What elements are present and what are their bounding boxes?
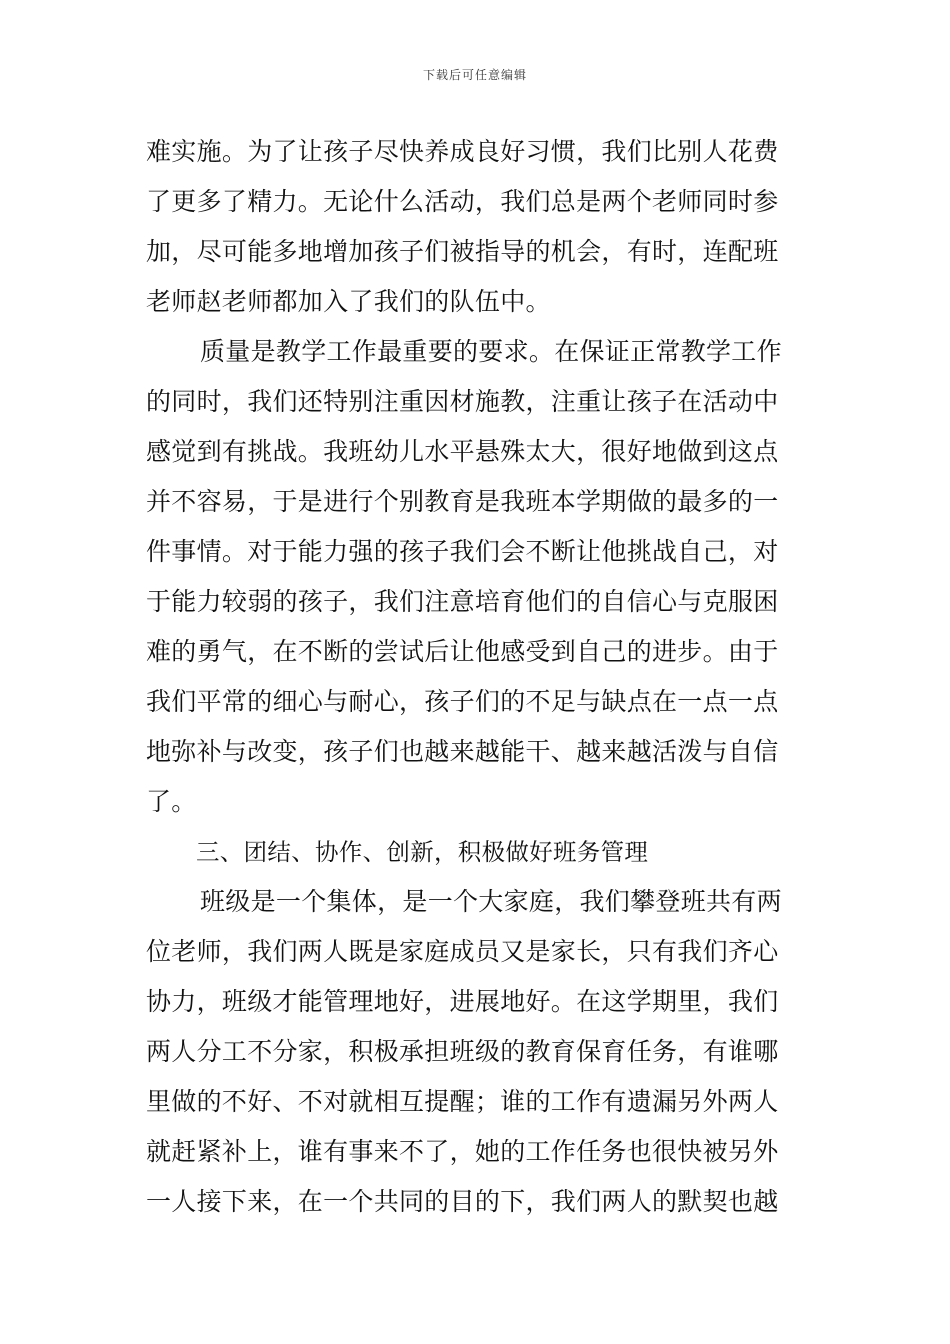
text-line: 班级是一个集体，是一个大家庭，我们攀登班共有两 — [200, 887, 782, 916]
text-line: 了更多了精力。无论什么活动，我们总是两个老师同时参 — [146, 187, 779, 216]
text-line: 难的勇气，在不断的尝试后让他感受到自己的进步。由于 — [146, 637, 779, 666]
text-line: 就赶紧补上，谁有事来不了，她的工作任务也很快被另外 — [146, 1137, 779, 1166]
text-line: 地弥补与改变，孩子们也越来越能干、越来越活泼与自信 — [146, 737, 779, 766]
text-line: 里做的不好、不对就相互提醒；谁的工作有遗漏另外两人 — [146, 1087, 779, 1116]
paragraph-3 — [146, 877, 808, 1227]
text-line: 感觉到有挑战。我班幼儿水平悬殊太大，很好地做到这点 — [146, 437, 779, 466]
text-line: 于能力较弱的孩子，我们注意培育他们的自信心与克服困 — [146, 587, 779, 616]
paragraph-1 — [146, 127, 808, 327]
text-line: 件事情。对于能力强的孩子我们会不断让他挑战自己，对 — [146, 537, 779, 566]
paragraph-2 — [146, 327, 808, 827]
header-note: 下载后可任意编辑 — [422, 68, 527, 82]
text-line: 难实施。为了让孩子尽快养成良好习惯，我们比别人花费 — [146, 137, 779, 166]
text-line: 位老师，我们两人既是家庭成员又是家长，只有我们齐心 — [146, 937, 779, 966]
text-line: 了。 — [146, 787, 197, 816]
text-line: 并不容易，于是进行个别教育是我班本学期做的最多的一 — [146, 487, 779, 516]
text-line: 协力，班级才能管理地好，进展地好。在这学期里，我们 — [146, 987, 779, 1016]
text-line: 两人分工不分家，积极承担班级的教育保育任务，有谁哪 — [146, 1037, 779, 1066]
section-heading: 三、团结、协作、创新，积极做好班务管理 — [196, 838, 649, 866]
text-line: 我们平常的细心与耐心，孩子们的不足与缺点在一点一点 — [146, 687, 779, 716]
text-line: 一人接下来，在一个共同的目的下，我们两人的默契也越 — [146, 1187, 779, 1216]
text-line: 的同时，我们还特别注重因材施教，注重让孩子在活动中 — [146, 387, 779, 416]
body-text — [146, 127, 808, 1227]
text-line: 老师赵老师都加入了我们的队伍中。 — [146, 287, 551, 316]
text-line: 加，尽可能多地增加孩子们被指导的机会，有时，连配班 — [146, 237, 779, 266]
text-line: 质量是教学工作最重要的要求。在保证正常教学工作 — [200, 337, 782, 366]
